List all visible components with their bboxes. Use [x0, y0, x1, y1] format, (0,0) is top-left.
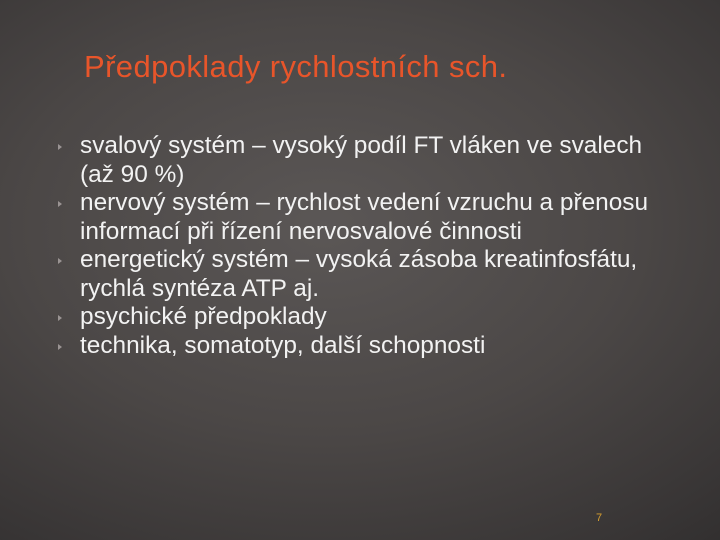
bullet-text: svalový systém – vysoký podíl FT vláken ve svalech (až 90 %) — [80, 132, 643, 188]
bullet-item — [0, 189, 670, 246]
bullet-arrow-icon — [58, 315, 62, 321]
bullet-arrow-icon — [58, 258, 62, 264]
bullet-item — [0, 332, 670, 361]
bullet-arrow-icon — [58, 144, 62, 150]
bullet-item — [0, 303, 670, 332]
bullet-text: nervový systém – rychlost vedení vzruchu a přenosu informací při řízení nervosvalové činnosti — [80, 189, 649, 245]
bullet-arrow-icon — [58, 344, 62, 350]
bullet-text: psychické předpoklady — [80, 303, 327, 330]
bullet-text: energetický systém – vysoká zásoba kreatinfosfátu, rychlá syntéza ATP aj. — [80, 246, 638, 302]
bullet-text: technika, somatotyp, další schopnosti — [80, 331, 486, 359]
bullet-item — [0, 246, 670, 303]
bullet-arrow-icon — [58, 201, 62, 207]
bullet-list — [0, 132, 720, 360]
page-number: 7 — [596, 512, 603, 524]
slide-title: Předpoklady rychlostních sch. — [84, 49, 508, 84]
bullet-item — [0, 132, 670, 189]
